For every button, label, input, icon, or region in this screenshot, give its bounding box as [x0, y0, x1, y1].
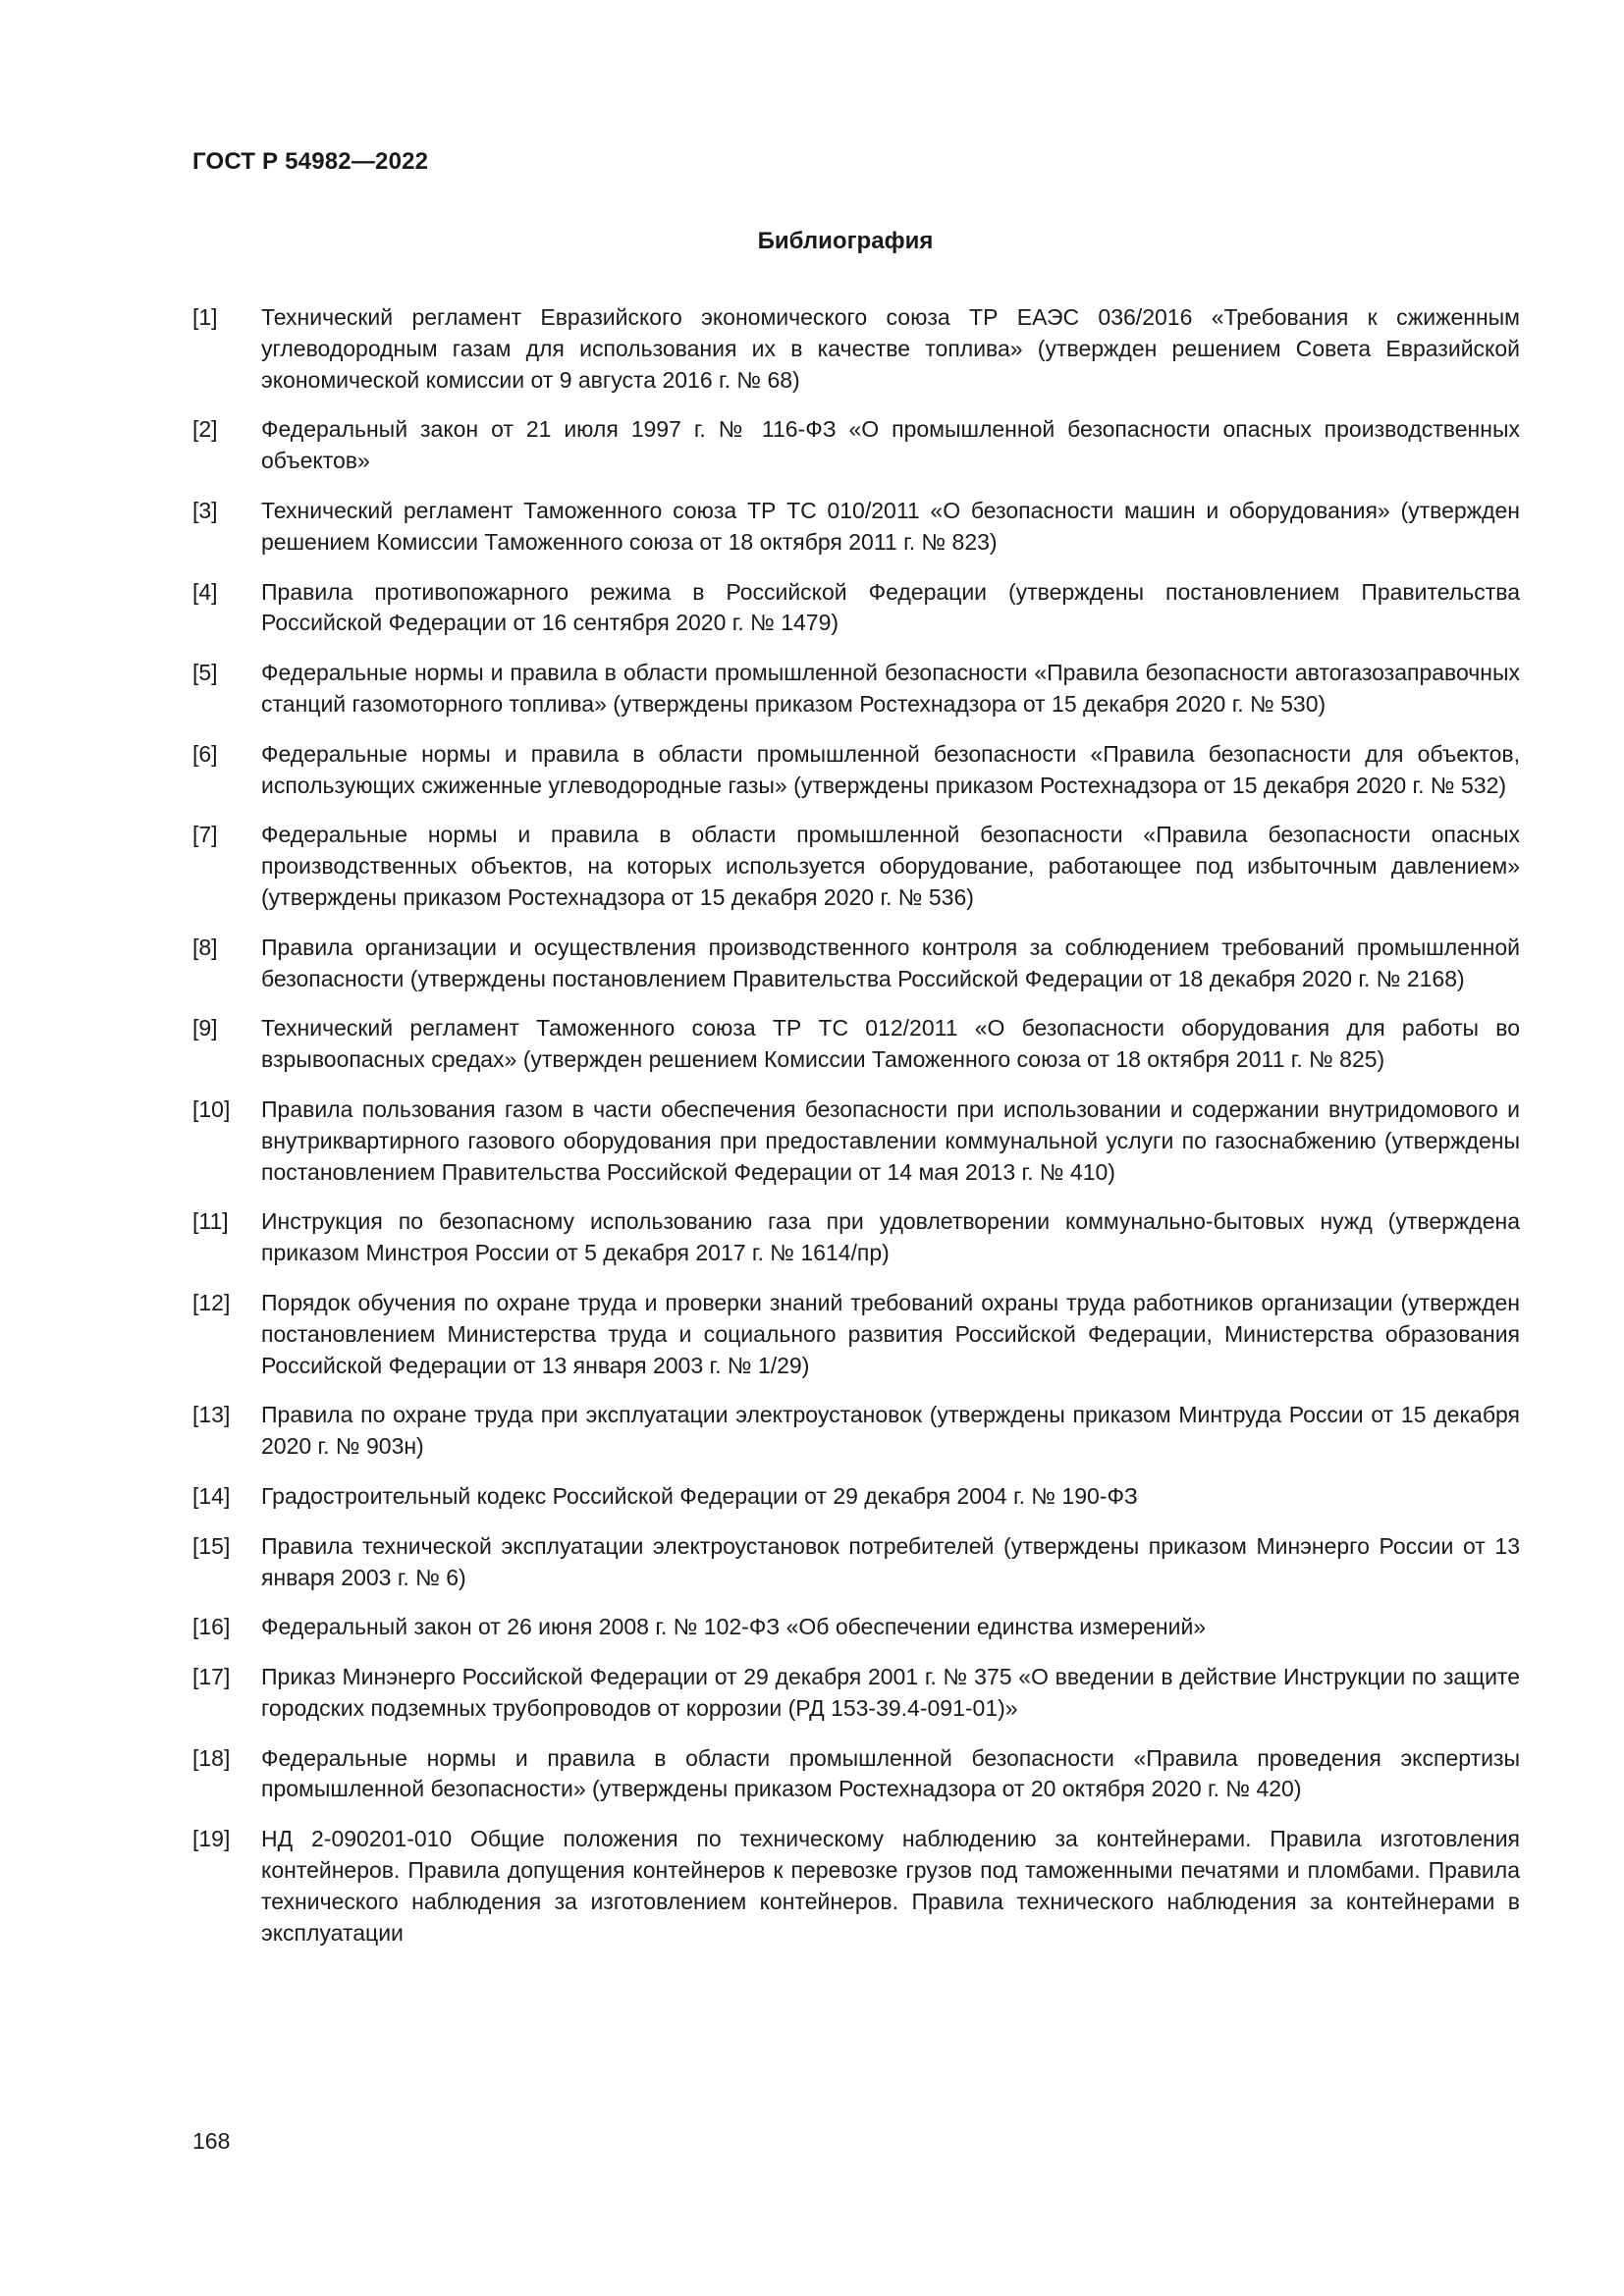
entry-number: [8] [192, 934, 218, 960]
entry-text: Федеральные нормы и правила в области промышленной безопасности «Правила проведения экспертизы промышленной безопасности» (утверждены приказом Ростехнадзора от 20 октября 2020 г. № 420) [261, 1744, 1520, 1802]
entry-text: Федеральные нормы и правила в области промышленной безопасности «Правила безопасности автогазозаправочных станций газомоторного топлива» (утверждены приказом Ростехнадзора от 15 декабря 2020 г. № 530) [261, 660, 1520, 717]
bibliography-entry [192, 933, 1520, 995]
entry-text: Правила организации и осуществления производственного контроля за соблюдением требований промышленной безопасности (утверждены постановлением Правительства Российской Федерации от 18 декабря 2020 г. № 2168) [261, 934, 1520, 991]
bibliography-entry [192, 414, 1520, 477]
bibliography-entry [192, 302, 1520, 396]
entry-number: [9] [192, 1015, 218, 1041]
entry-number: [3] [192, 497, 218, 523]
bibliography-entry [192, 820, 1520, 913]
entry-number: [10] [192, 1095, 231, 1122]
bibliography-entry [192, 1531, 1520, 1594]
entry-text: Градостроительный кодекс Российской Федерации от 29 декабря 2004 г. № 190-ФЗ [261, 1482, 1138, 1509]
entry-number: [18] [192, 1744, 231, 1771]
section-title: Библиография [757, 228, 934, 254]
entry-number: [4] [192, 578, 218, 605]
entry-number: [1] [192, 304, 218, 330]
entry-number: [15] [192, 1532, 231, 1559]
bibliography-entry [192, 1013, 1520, 1076]
entry-text: Правила по охране труда при эксплуатации электроустановок (утверждены приказом Минтруда России от 15 декабря 2020 г. № 903н) [261, 1402, 1520, 1460]
entry-number: [6] [192, 740, 218, 767]
document-header: ГОСТ Р 54982—2022 [192, 148, 429, 175]
entry-number: [16] [192, 1614, 231, 1640]
entry-text: Технический регламент Таможенного союза ТР ТС 010/2011 «О безопасности машин и оборудования» (утвержден решением Комиссии Таможенного союза от 18 октября 2011 г. № 823) [261, 497, 1520, 555]
bibliography-entry [192, 1206, 1520, 1269]
bibliography-entry [192, 1288, 1520, 1381]
entry-text: Приказ Минэнерго Российской Федерации от 29 декабря 2001 г. № 375 «О введении в действие Инструкции по защите городских подземных трубопроводов от коррозии (РД 153-39.4-091-01)» [261, 1664, 1520, 1721]
entry-text: НД 2-090201-010 Общие положения по техническому наблюдению за контейнерами. Правила изготовления контейнеров. Правила допущения контейнеров к перевозке грузов под таможенными печатями и пломбами. Правила технического наблюдения за изготовлением контейнеров. Правила технического наблюдения за контейнерами в эксплуатации [261, 1826, 1520, 1946]
entry-number: [19] [192, 1826, 231, 1852]
entry-text: Федеральный закон от 26 июня 2008 г. № 102-ФЗ «Об обеспечении единства измерений» [261, 1614, 1207, 1640]
entry-number: [2] [192, 416, 218, 443]
entry-text: Технический регламент Таможенного союза ТР ТС 012/2011 «О безопасности оборудования для работы во взрывоопасных средах» (утвержден решением Комиссии Таможенного союза от 18 октября 2011 г. № 825) [261, 1015, 1520, 1073]
entry-text: Технический регламент Евразийского экономического союза ТР ЕАЭС 036/2016 «Требования к сжиженным углеводородным газам для использования их в качестве топлива» (утвержден решением Совета Евразийской экономической комиссии от 9 августа 2016 г. № 68) [261, 304, 1520, 393]
entry-number: [11] [192, 1208, 229, 1235]
entry-text: Федеральные нормы и правила в области промышленной безопасности «Правила безопасности для объектов, использующих сжиженные углеводородные газы» (утверждены приказом Ростехнадзора от 15 декабря 2020 г. № 532) [261, 740, 1520, 798]
bibliography-entry [192, 1612, 1520, 1643]
bibliography-entry [192, 496, 1520, 559]
entry-text: Правила пользования газом в части обеспечения безопасности при использовании и содержании внутридомового и внутриквартирного газового оборудования при предоставлении коммунальной услуги по газоснабжению (утверждены постановлением Правительства Российской Федерации от 14 мая 2013 г. № 410) [261, 1095, 1520, 1185]
bibliography-entry [192, 658, 1520, 721]
entry-number: [5] [192, 660, 218, 686]
entry-text: Федеральные нормы и правила в области промышленной безопасности «Правила безопасности опасных производственных объектов, на которых используется оборудование, работающее под избыточным давлением» (утверждены приказом Ростехнадзора от 15 декабря 2020 г. № 536) [261, 822, 1520, 910]
entry-text: Правила технической эксплуатации электроустановок потребителей (утверждены приказом Минэнерго России от 13 января 2003 г. № 6) [261, 1532, 1520, 1590]
page-number: 168 [192, 2128, 231, 2154]
bibliography-entry [192, 739, 1520, 802]
entry-number: [13] [192, 1402, 231, 1428]
bibliography-entry [192, 1824, 1520, 1949]
bibliography-entry [192, 577, 1520, 640]
bibliography-list [192, 302, 1520, 1967]
entry-number: [12] [192, 1289, 231, 1315]
entry-number: [7] [192, 822, 218, 848]
bibliography-entry [192, 1743, 1520, 1806]
bibliography-entry [192, 1095, 1520, 1188]
bibliography-entry [192, 1400, 1520, 1463]
entry-text: Правила противопожарного режима в Российской Федерации (утверждены постановлением Правительства Российской Федерации от 16 сентября 2020 г. № 1479) [261, 578, 1520, 636]
entry-number: [14] [192, 1482, 231, 1509]
entry-text: Порядок обучения по охране труда и проверки знаний требований охраны труда работников организации (утвержден постановлением Министерства труда и социального развития Российской Федерации, Министерства образования Российской Федерации от 13 января 2003 г. № 1/29) [261, 1289, 1520, 1378]
bibliography-entry [192, 1481, 1520, 1513]
entry-text: Федеральный закон от 21 июля 1997 г. № 116-ФЗ «О промышленной безопасности опасных производственных объектов» [261, 416, 1520, 474]
entry-text: Инструкция по безопасному использованию газа при удовлетворении коммунально-бытовых нужд (утверждена приказом Минстроя России от 5 декабря 2017 г. № 1614/пр) [261, 1208, 1520, 1266]
entry-number: [17] [192, 1664, 231, 1690]
bibliography-entry [192, 1662, 1520, 1725]
